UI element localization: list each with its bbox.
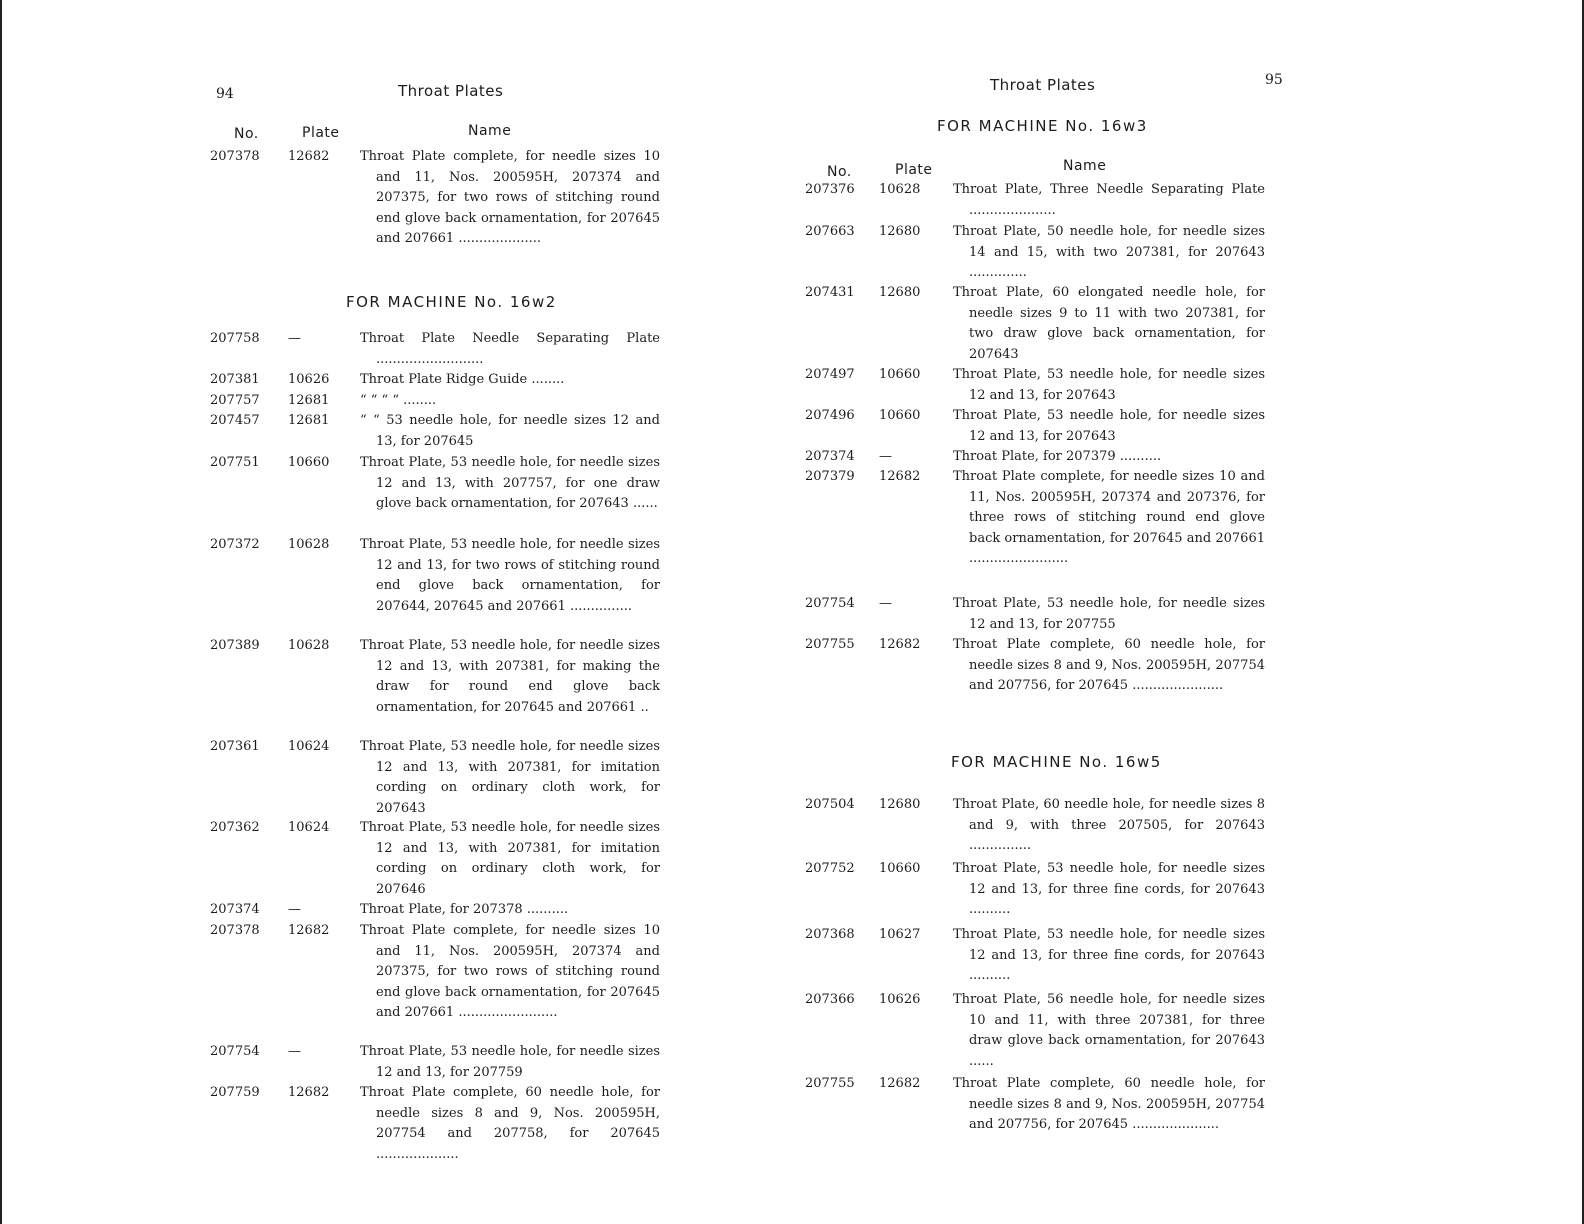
plate-number: — [879,449,892,464]
plate-number: — [288,902,301,917]
part-number: 207754 [210,1044,260,1059]
page-title: Throat Plates [990,76,1096,94]
part-name: Throat Plate, 53 needle hole, for needle sizes 12 and 13, for 207643 [953,367,1265,403]
plate-number: 10624 [288,739,330,754]
plate-number: 10628 [288,638,330,653]
part-name: Throat Plate Needle Separating Plate .......................... [360,331,660,367]
plate-number: 10660 [879,861,921,876]
part-number: 207663 [805,224,855,239]
plate-number: 12682 [879,469,921,484]
part-name: Throat Plate, for 207378 .......... [360,902,569,917]
column-header-name: Name [1063,158,1107,174]
part-name: Throat Plate, for 207379 .......... [953,449,1162,464]
part-number: 207389 [210,638,260,653]
part-number: 207754 [805,596,855,611]
plate-number: 10626 [879,992,921,1007]
plate-number: 12680 [879,285,921,300]
plate-number: 10628 [879,182,921,197]
plate-number: 12682 [288,923,330,938]
part-name: Throat Plate, 56 needle hole, for needle sizes 10 and 11, with three 207381, for three draw glove back ornamentation, for 207643 ...... [953,992,1265,1069]
plate-number: 10626 [288,372,330,387]
part-name: Throat Plate, 53 needle hole, for needle sizes 12 and 13, for 207759 [360,1044,660,1080]
part-name: Throat Plate, 53 needle hole, for needle sizes 12 and 13, with 207381, for imitation cording on ordinary cloth work, for 207643 [360,739,660,816]
column-header-no: No. [827,164,852,180]
part-name: “ “ 53 needle hole, for needle sizes 12 and 13, for 207645 [360,413,660,449]
part-name: Throat Plate, 60 elongated needle hole, for needle sizes 9 to 11 with two 207381, for two draw glove back ornamentation, for 207643 [953,285,1265,362]
plate-number: 12682 [879,637,921,652]
plate-number: 12680 [879,797,921,812]
part-number: 207431 [805,285,855,300]
part-number: 207378 [210,923,260,938]
part-name: Throat Plate complete, 60 needle hole, for needle sizes 8 and 9, Nos. 200595H, 207754 and 207758, for 207645 .................... [360,1085,660,1162]
plate-number: 10660 [879,408,921,423]
page-title: Throat Plates [398,82,504,100]
section-heading: FOR MACHINE No. 16w5 [951,753,1162,771]
part-name: Throat Plate complete, for needle sizes 10 and 11, Nos. 200595H, 207374 and 207375, for two rows of stitching round end glove back ornamentation, for 207645 and 207661 ........................ [360,923,660,1020]
plate-number: 12682 [288,149,330,164]
column-header-no: No. [234,126,259,142]
part-name: Throat Plate, 53 needle hole, for needle sizes 12 and 13, for 207755 [953,596,1265,632]
part-number: 207374 [210,902,260,917]
section-heading: FOR MACHINE No. 16w2 [346,293,557,311]
part-name: Throat Plate, 60 needle hole, for needle sizes 8 and 9, with three 207505, for 207643 ............... [953,797,1265,853]
part-number: 207755 [805,1076,855,1091]
plate-number: 10627 [879,927,921,942]
part-name: Throat Plate, 50 needle hole, for needle sizes 14 and 15, with two 207381, for 207643 .............. [953,224,1265,280]
part-number: 207361 [210,739,260,754]
page-number: 95 [1265,72,1283,88]
plate-number: 12680 [879,224,921,239]
part-number: 207758 [210,331,260,346]
part-number: 207376 [805,182,855,197]
plate-number: 12681 [288,413,330,428]
section-heading: FOR MACHINE No. 16w3 [937,117,1148,135]
part-number: 207752 [805,861,855,876]
part-name: Throat Plate, 53 needle hole, for needle sizes 12 and 13, with 207757, for one draw glove back ornamentation, for 207643 ...... [360,455,660,511]
part-number: 207362 [210,820,260,835]
part-name: Throat Plate, 53 needle hole, for needle sizes 12 and 13, for 207643 [953,408,1265,444]
part-number: 207457 [210,413,260,428]
plate-number: — [879,596,892,611]
right-page [805,0,1283,1224]
part-name: Throat Plate Ridge Guide ........ [360,372,565,387]
column-header-plate: Plate [302,125,340,141]
part-number: 207368 [805,927,855,942]
part-number: 207757 [210,393,260,408]
plate-number: 10660 [288,455,330,470]
part-name: “ “ “ “ ........ [360,393,437,408]
left-page [210,0,660,1224]
part-number: 207381 [210,372,260,387]
plate-number: 10660 [879,367,921,382]
plate-number: 10628 [288,537,330,552]
plate-number: 12681 [288,393,330,408]
part-name: Throat Plate, 53 needle hole, for needle sizes 12 and 13, for two rows of stitching round end glove back ornamentation, for 207644, 207645 and 207661 ............... [360,537,660,614]
page-number: 94 [216,86,234,102]
part-number: 207496 [805,408,855,423]
part-name: Throat Plate complete, for needle sizes 10 and 11, Nos. 200595H, 207374 and 207376, for three rows of stitching round end glove back ornamentation, for 207645 and 207661 ........................ [953,469,1265,566]
plate-number: 10624 [288,820,330,835]
part-number: 207366 [805,992,855,1007]
left-page-edge [0,0,2,1224]
part-number: 207751 [210,455,260,470]
part-name: Throat Plate complete, for needle sizes 10 and 11, Nos. 200595H, 207374 and 207375, for two rows of stitching round end glove back ornamentation, for 207645 and 207661 .................... [360,149,660,246]
part-name: Throat Plate, 53 needle hole, for needle sizes 12 and 13, with 207381, for making the draw for round end glove back ornamentation, for 207645 and 207661 .. [360,638,660,715]
part-number: 207379 [805,469,855,484]
plate-number: 12682 [288,1085,330,1100]
part-number: 207372 [210,537,260,552]
part-name: Throat Plate, 53 needle hole, for needle sizes 12 and 13, for three fine cords, for 207643 .......... [953,927,1265,983]
column-header-name: Name [468,123,512,139]
plate-number: — [288,1044,301,1059]
part-name: Throat Plate, 53 needle hole, for needle sizes 12 and 13, for three fine cords, for 207643 .......... [953,861,1265,917]
part-number: 207497 [805,367,855,382]
part-number: 207378 [210,149,260,164]
part-number: 207504 [805,797,855,812]
plate-number: — [288,331,301,346]
part-number: 207374 [805,449,855,464]
part-name: Throat Plate, Three Needle Separating Plate ..................... [953,182,1265,218]
part-name: Throat Plate complete, 60 needle hole, for needle sizes 8 and 9, Nos. 200595H, 207754 and 207756, for 207645 ..................... [953,1076,1265,1132]
part-number: 207755 [805,637,855,652]
plate-number: 12682 [879,1076,921,1091]
part-name: Throat Plate, 53 needle hole, for needle sizes 12 and 13, with 207381, for imitation cording on ordinary cloth work, for 207646 [360,820,660,897]
part-name: Throat Plate complete, 60 needle hole, for needle sizes 8 and 9, Nos. 200595H, 207754 and 207756, for 207645 ...................... [953,637,1265,693]
column-header-plate: Plate [895,162,933,178]
part-number: 207759 [210,1085,260,1100]
